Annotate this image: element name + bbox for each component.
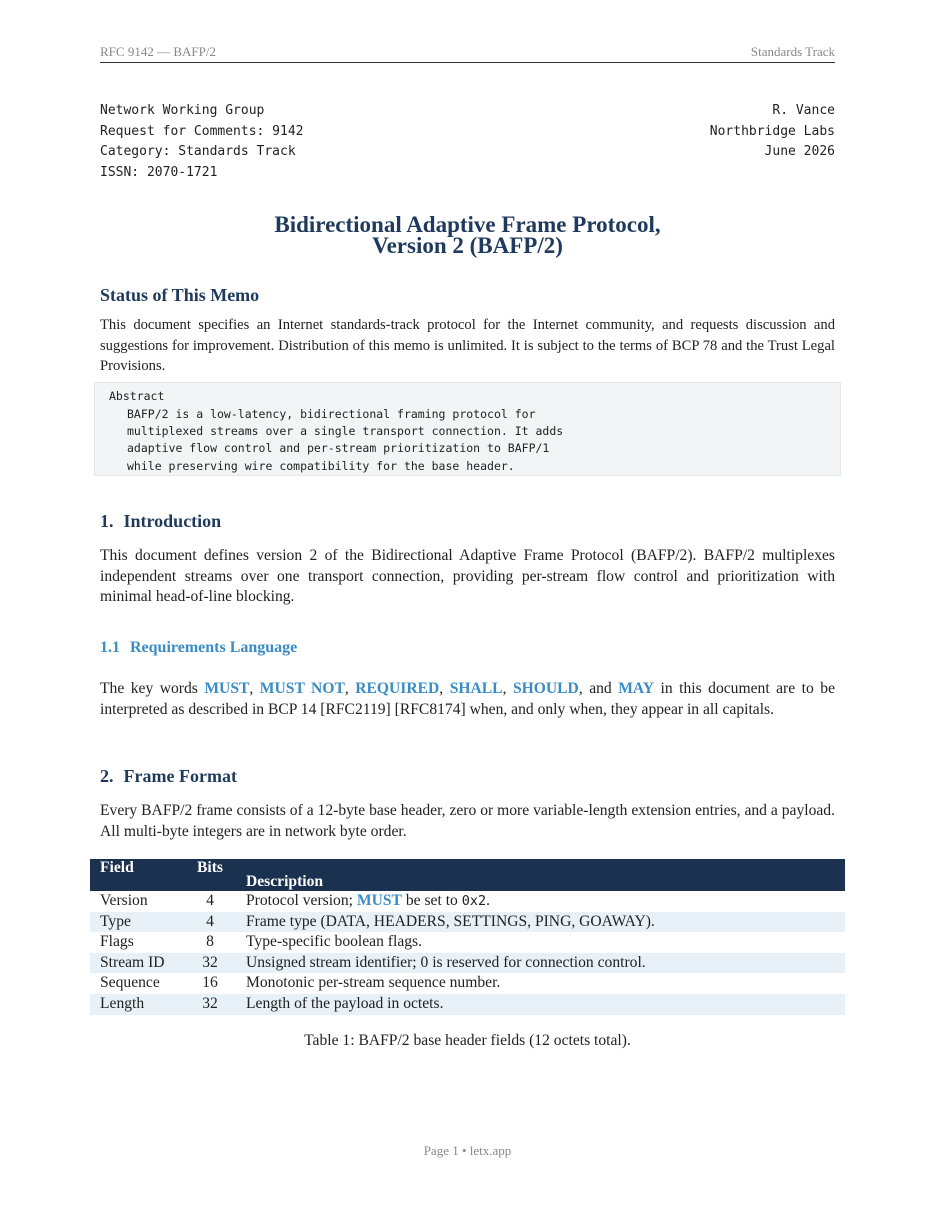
cell-field: Length: [90, 994, 184, 1015]
column-header-bits: Bits: [184, 859, 236, 891]
section-number: 1.1: [100, 639, 120, 656]
cell-description: Length of the payload in octets.: [236, 994, 845, 1015]
abstract-line: while preserving wire compatibility for the base header.: [127, 458, 515, 473]
requirements-text: [100, 679, 835, 720]
table-row: [90, 953, 845, 974]
abstract-line: multiplexed streams over a single transport connection. It adds: [127, 424, 564, 439]
intro-text: This document defines version 2 of the Bidirectional Adaptive Frame Protocol (BAFP/2). BAFP/2 multiplexes independent streams over one transport connection, providing per-stream flow control and prioritization with minimal head-of-line blocking.: [100, 547, 835, 606]
running-header: [100, 44, 835, 63]
table-row: [90, 912, 845, 933]
frame-format-heading: [100, 766, 237, 787]
cell-bits: 32: [184, 994, 236, 1015]
meta-line: R. Vance: [772, 103, 835, 118]
cell-description: Frame type (DATA, HEADERS, SETTINGS, PING, GOAWAY).: [236, 912, 845, 933]
running-header-right: Standards Track: [750, 44, 835, 59]
text-run: .: [486, 892, 491, 909]
status-text: This document specifies an Internet standards-track protocol for the Internet community, and requests discussion and suggestions for improvement. Distribution of this memo is unlimited. It is subject to the terms of BCP 78 and the Trust Legal Provisions.: [100, 317, 835, 375]
cell-description: Monotonic per-stream sequence number.: [246, 974, 501, 992]
inline-code: 0x2: [461, 893, 487, 909]
abstract-box: [94, 382, 841, 476]
section-title: Introduction: [123, 511, 222, 531]
meta-line: ISSN: 2070-1721: [100, 164, 218, 180]
meta-line: Request for Comments: 9142: [100, 123, 304, 139]
abstract-line: BAFP/2 is a low-latency, bidirectional framing protocol for: [127, 407, 536, 421]
cell-field: Flags: [100, 933, 134, 951]
text-run: ,: [344, 680, 356, 697]
section-title: Requirements Language: [130, 639, 298, 656]
cell-field: Stream ID: [90, 953, 184, 974]
abstract-body: [127, 406, 563, 475]
keyword-must: MUST: [356, 892, 402, 909]
column-header-description: Description: [236, 859, 845, 891]
cell-field: Version: [100, 892, 148, 909]
section-title: Frame Format: [123, 766, 237, 786]
title-line-1: Bidirectional Adaptive Frame Protocol,: [274, 212, 661, 237]
meta-line: Northbridge Labs: [709, 123, 835, 139]
cell-description: Type-specific boolean flags.: [246, 933, 423, 951]
table-row: [90, 994, 845, 1015]
keyword-must-not: MUST NOT: [259, 680, 345, 697]
meta-line: June 2026: [764, 144, 835, 160]
document-title: [100, 214, 835, 256]
keyword-may: MAY: [618, 680, 655, 697]
intro-heading: [100, 511, 221, 532]
requirements-heading: [100, 639, 297, 657]
table-header-row: [90, 859, 845, 891]
running-header-left: RFC 9142 — BAFP/2: [100, 44, 216, 59]
text-run: ,: [439, 680, 450, 697]
text-run: The key words: [100, 680, 205, 697]
document-meta-right: [710, 101, 835, 163]
meta-line: Category: Standards Track: [100, 144, 296, 160]
section-number: 2.: [100, 766, 114, 786]
cell-description: Unsigned stream identifier; 0 is reserved for connection control.: [236, 953, 845, 974]
cell-bits: 4: [206, 892, 214, 909]
document-meta-left: [100, 101, 304, 183]
cell-bits: 8: [206, 933, 214, 951]
cell-bits: 32: [184, 953, 236, 974]
text-run: be set to: [401, 892, 462, 909]
cell-bits: 4: [184, 912, 236, 933]
abstract-label: Abstract: [109, 389, 165, 403]
abstract-line: adaptive flow control and per-stream prioritization to BAFP/1: [127, 441, 550, 456]
cell-field: Sequence: [100, 974, 160, 992]
text-run: ,: [502, 680, 513, 697]
table-caption: Table 1: BAFP/2 base header fields (12 octets total).: [304, 1032, 631, 1049]
frame-format-text: Every BAFP/2 frame consists of a 12-byte base header, zero or more variable-length extension entries, and a payload. All multi-byte integers are in network byte order.: [100, 802, 835, 840]
cell-field: Type: [90, 912, 184, 933]
page-footer: Page 1 • letx.app: [423, 1143, 512, 1158]
keyword-must: MUST: [204, 680, 250, 697]
table-row: [90, 973, 845, 994]
text-run: ,: [249, 680, 260, 697]
section-number: 1.: [100, 511, 114, 531]
table-row: [90, 891, 845, 912]
text-run: Protocol version;: [246, 892, 357, 909]
header-fields-table: [90, 859, 845, 1015]
keyword-required: REQUIRED: [355, 680, 440, 697]
column-header-field: Field: [90, 859, 184, 891]
title-line-2: Version 2 (BAFP/2): [372, 233, 563, 258]
meta-line: Network Working Group: [100, 103, 265, 118]
table-row: [90, 932, 845, 953]
text-run: , and: [578, 680, 619, 697]
status-heading: Status of This Memo: [100, 285, 260, 305]
cell-description: [236, 891, 845, 912]
cell-bits: 16: [202, 974, 218, 992]
keyword-should: SHOULD: [512, 680, 579, 697]
keyword-shall: SHALL: [449, 680, 503, 697]
text-run: in this document are to be interpreted as described in BCP 14 [RFC2119] [RFC8174] when, and only when, they appear in all capitals.: [100, 680, 836, 718]
